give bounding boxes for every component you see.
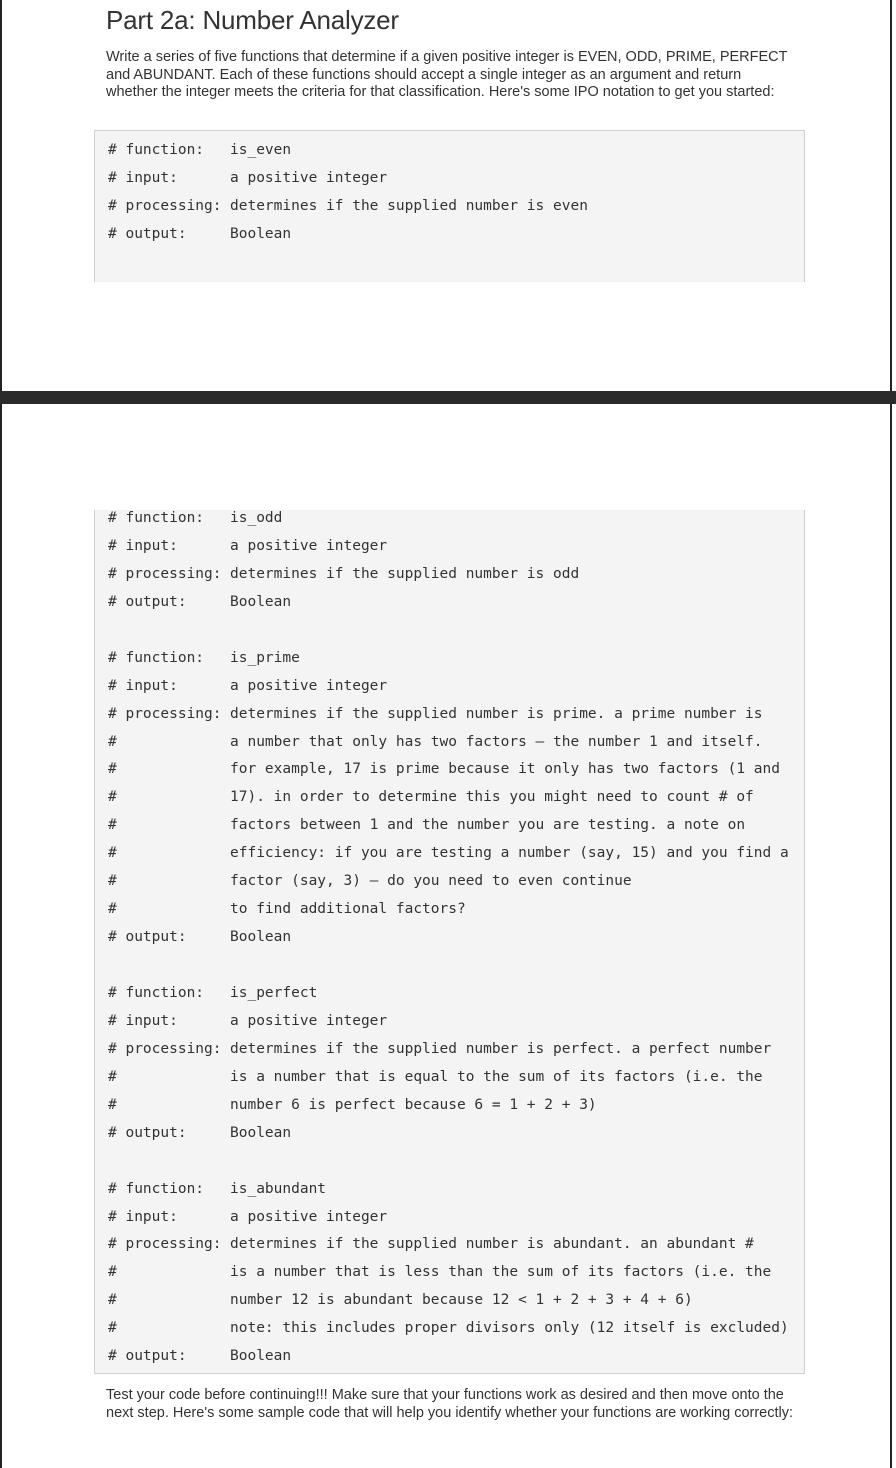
code-line-value: efficiency: if you are testing a number (say, 15) and you find a bbox=[230, 845, 789, 862]
code-line bbox=[108, 620, 230, 640]
code-line-key: # bbox=[108, 1068, 117, 1085]
code-line bbox=[108, 676, 387, 696]
code-line-value: a positive integer bbox=[230, 170, 388, 186]
code-line-value: a number that only has two factors – the number 1 and itself. bbox=[230, 733, 763, 750]
code-line bbox=[108, 1318, 789, 1338]
code-line-key: # function: bbox=[108, 1180, 205, 1197]
code-line-key: # output: bbox=[108, 1348, 187, 1365]
code-line-key: # bbox=[108, 1096, 117, 1113]
code-line-value: Boolean bbox=[230, 1348, 292, 1365]
code-line-key: # input: bbox=[108, 1012, 178, 1029]
code-line-value: a positive integer bbox=[230, 1012, 388, 1029]
code-line-value: Boolean bbox=[230, 929, 292, 946]
code-line bbox=[108, 1346, 291, 1366]
code-line-key: # function: bbox=[108, 142, 205, 158]
code-line-value: number 6 is perfect because 6 = 1 + 2 + 3) bbox=[230, 1096, 597, 1113]
code-line bbox=[108, 732, 763, 752]
code-line-value: Boolean bbox=[230, 1124, 292, 1141]
code-line bbox=[108, 899, 466, 919]
code-line bbox=[108, 224, 291, 244]
code-line-key: # input: bbox=[108, 537, 178, 554]
code-line-key: # processing: bbox=[108, 705, 222, 722]
code-line bbox=[108, 1290, 693, 1310]
code-line bbox=[108, 704, 763, 724]
code-line-key: # bbox=[108, 817, 117, 834]
code-line-key: # processing: bbox=[108, 198, 222, 214]
code-line-key: # input: bbox=[108, 1208, 178, 1225]
code-line-value: is_prime bbox=[230, 649, 300, 666]
code-line bbox=[108, 1123, 291, 1143]
code-line-value: is_perfect bbox=[230, 984, 318, 1001]
code-line-key: # bbox=[108, 845, 117, 862]
code-line bbox=[108, 168, 387, 188]
code-line-value: Boolean bbox=[230, 593, 292, 610]
code-line-key: # bbox=[108, 1292, 117, 1309]
code-line-value: determines if the supplied number is prime. a prime number is bbox=[230, 705, 763, 722]
code-line bbox=[108, 1179, 326, 1199]
page-one bbox=[0, 0, 892, 391]
code-line bbox=[108, 508, 282, 528]
code-line-value: determines if the supplied number is perfect. a perfect number bbox=[230, 1040, 772, 1057]
code-line-value: Boolean bbox=[230, 226, 292, 242]
page-two bbox=[0, 404, 892, 1468]
code-line-value: is_odd bbox=[230, 510, 283, 526]
code-line-value: for example, 17 is prime because it only has two factors (1 and bbox=[230, 761, 780, 778]
code-line-value: a positive integer bbox=[230, 1208, 388, 1225]
intro-paragraph: Write a series of five functions that determine if a given positive integer is EVEN, ODD, PRIME, PERFECT and ABUNDANT. Each of these functions should accept a single integer as an argument and return whether the integer meets the criteria for that classification. Here's some IPO notation to get you started: bbox=[106, 49, 788, 100]
code-line bbox=[108, 1207, 387, 1227]
code-line-key: # output: bbox=[108, 226, 187, 242]
page-title: Part 2a: Number Analyzer bbox=[106, 5, 399, 35]
code-line bbox=[108, 787, 754, 807]
code-line-key: # bbox=[108, 873, 117, 890]
code-line bbox=[108, 927, 291, 947]
code-line bbox=[108, 1067, 763, 1087]
code-line bbox=[108, 536, 387, 556]
code-line-key: # output: bbox=[108, 593, 187, 610]
code-line bbox=[108, 1234, 754, 1254]
code-line-value: to find additional factors? bbox=[230, 901, 466, 918]
code-line-key: # bbox=[108, 789, 117, 806]
code-line bbox=[108, 1011, 387, 1031]
code-line bbox=[108, 592, 291, 612]
code-line-key: # processing: bbox=[108, 565, 222, 582]
code-line bbox=[108, 1262, 771, 1282]
code-line bbox=[108, 815, 745, 835]
code-line bbox=[108, 648, 300, 668]
code-line bbox=[108, 140, 291, 160]
code-line-value: is_abundant bbox=[230, 1180, 327, 1197]
code-line bbox=[108, 196, 588, 216]
code-line-value: note: this includes proper divisors only (12 itself is excluded) bbox=[230, 1320, 789, 1337]
code-line-value: determines if the supplied number is even bbox=[230, 198, 588, 214]
page-break bbox=[0, 391, 896, 404]
code-line-key: # bbox=[108, 733, 117, 750]
code-line-key: # input: bbox=[108, 677, 178, 694]
code-line-key: # processing: bbox=[108, 1236, 222, 1253]
code-line bbox=[108, 955, 230, 975]
outro-paragraph: Test your code before continuing!!! Make sure that your functions work as desired and then move onto the next step. Here's some sample code that will help you identify whether your functions are working correctly: bbox=[106, 1387, 794, 1421]
code-line-value: is_even bbox=[230, 142, 292, 158]
code-line-key: # input: bbox=[108, 170, 178, 186]
code-line bbox=[108, 871, 632, 891]
code-line-value: factor (say, 3) – do you need to even continue bbox=[230, 873, 632, 890]
code-line-value: a positive integer bbox=[230, 677, 388, 694]
code-line-value: 17). in order to determine this you might need to count # of bbox=[230, 789, 754, 806]
code-line-value: number 12 is abundant because 12 < 1 + 2 + 3 + 4 + 6) bbox=[230, 1292, 693, 1309]
code-line bbox=[108, 1039, 771, 1059]
code-line bbox=[108, 759, 780, 779]
code-line bbox=[108, 983, 317, 1003]
code-line bbox=[108, 1151, 230, 1171]
code-line-value: determines if the supplied number is abundant. an abundant # bbox=[230, 1236, 754, 1253]
code-line-value: is a number that is equal to the sum of its factors (i.e. the bbox=[230, 1068, 763, 1085]
code-line-key: # function: bbox=[108, 984, 205, 1001]
code-line-key: # bbox=[108, 1320, 117, 1337]
code-line bbox=[108, 1095, 597, 1115]
code-line-key: # output: bbox=[108, 1124, 187, 1141]
code-line-value: factors between 1 and the number you are testing. a note on bbox=[230, 817, 746, 834]
code-line-key: # processing: bbox=[108, 1040, 222, 1057]
code-line bbox=[108, 564, 579, 584]
code-line-key: # function: bbox=[108, 649, 205, 666]
code-line-value: a positive integer bbox=[230, 537, 388, 554]
code-line-key: # bbox=[108, 761, 117, 778]
code-line bbox=[108, 843, 789, 863]
code-line-key: # output: bbox=[108, 929, 187, 946]
code-line-key: # bbox=[108, 1264, 117, 1281]
code-line-key: # function: bbox=[108, 510, 205, 526]
code-line-key: # bbox=[108, 901, 117, 918]
code-line-value: determines if the supplied number is odd bbox=[230, 565, 580, 582]
code-line-value: is a number that is less than the sum of its factors (i.e. the bbox=[230, 1264, 772, 1281]
